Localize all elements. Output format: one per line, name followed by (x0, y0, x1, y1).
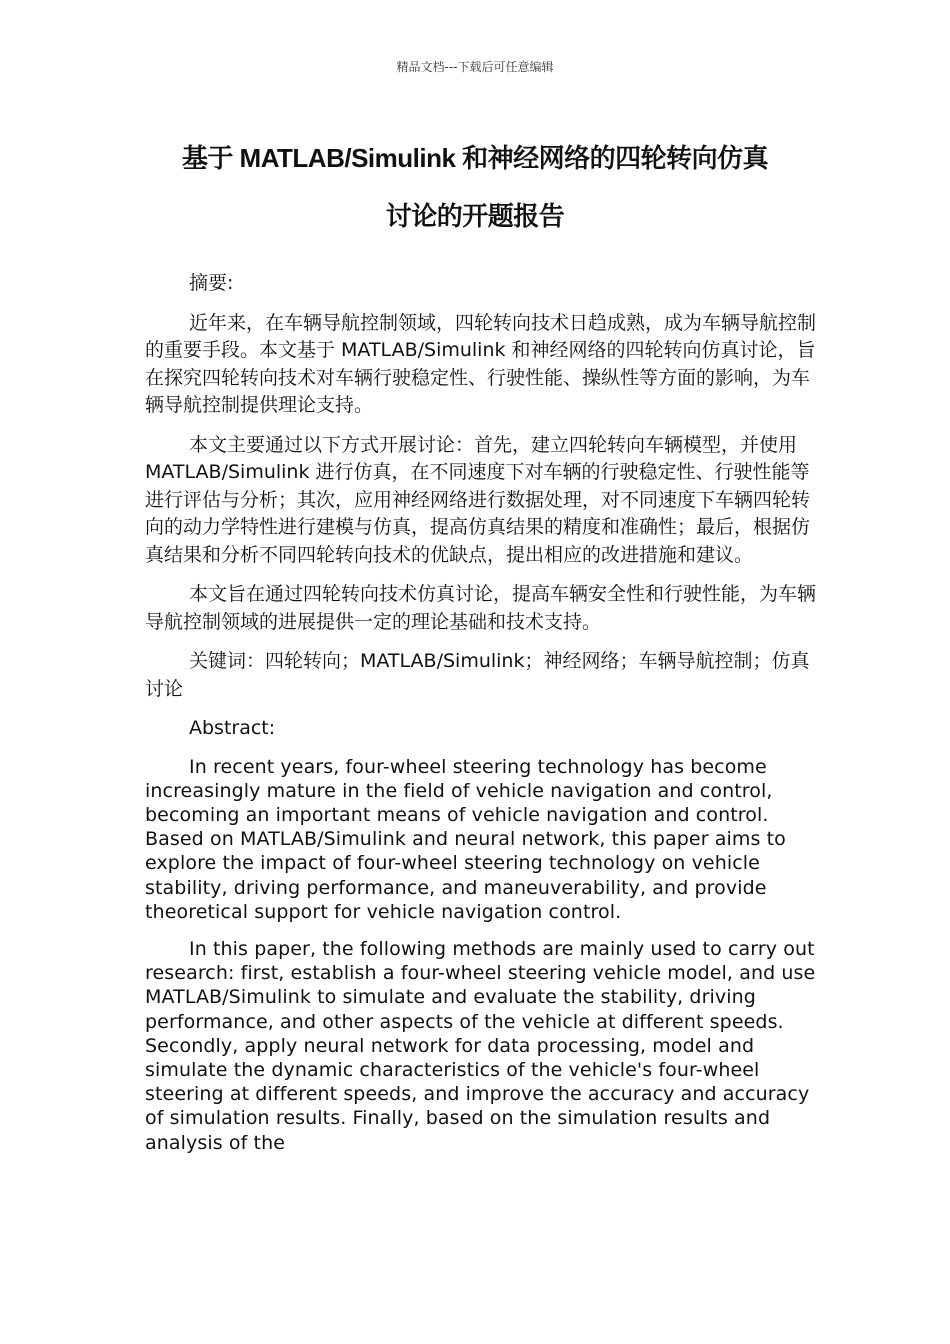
header-note: 精品文档---下载后可任意编辑 (396, 60, 554, 74)
body-text (145, 270, 817, 1168)
abstract-label-en: Abstract: (189, 717, 276, 739)
paragraph-en-1: In recent years, four-wheel steering technology has become increasingly mature in the field of vehicle navigation and control, becoming an important means of vehicle navigation and control. Based on MATLAB/Simulink and neural network, this paper aims to explore the impact of four-wheel steering technology on vehicle stability, driving performance, and maneuverability, and provide theoretical support for vehicle navigation control. (145, 755, 786, 923)
paragraph-zh-2: 本文主要通过以下方式开展讨论：首先，建立四轮转向车辆模型，并使用 MATLAB/Simulink 进行仿真，在不同速度下对车辆的行驶稳定性、行驶性能等进行评估与分析；其次，应用神经网络进行数据处理，对不同速度下车辆四轮转向的动力学特性进行建模与仿真，提高仿真结果的精度和准确性；最后，根据仿真结果和分析不同四轮转向技术的优缺点，提出相应的改进措施和建议。 (145, 433, 811, 566)
paragraph-zh-1: 近年来，在车辆导航控制领域，四轮转向技术日趋成熟，成为车辆导航控制的重要手段。本文基于 MATLAB/Simulink 和神经网络的四轮转向仿真讨论，旨在探究四轮转向技术对车辆行驶稳定性、行驶性能、操纵性等方面的影响，为车辆导航控制提供理论支持。 (145, 311, 817, 416)
paragraph-en-2: In this paper, the following methods are mainly used to carry out research: first, establish a four-wheel steering vehicle model, and use MATLAB/Simulink to simulate and evaluate the stability, driving performance, and other aspects of the vehicle at different speeds. Secondly, apply neural network for data processing, model and simulate the dynamic characteristics of the vehicle's four-wheel steering at different speeds, and improve the accuracy and accuracy of simulation results. Finally, based on the simulation results and analysis of the (145, 937, 816, 1154)
keywords: 关键词：四轮转向；MATLAB/Simulink；神经网络；车辆导航控制；仿真讨论 (145, 650, 810, 700)
abstract-label-zh: 摘要: (189, 272, 234, 294)
title-line-1: 基于 MATLAB/Simulink 和神经网络的四轮转向仿真 (181, 143, 769, 173)
paragraph-zh-3: 本文旨在通过四轮转向技术仿真讨论，提高车辆安全性和行驶性能，为车辆导航控制领域的进展提供一定的理论基础和技术支持。 (145, 583, 817, 633)
title-line-2: 讨论的开题报告 (385, 201, 565, 231)
